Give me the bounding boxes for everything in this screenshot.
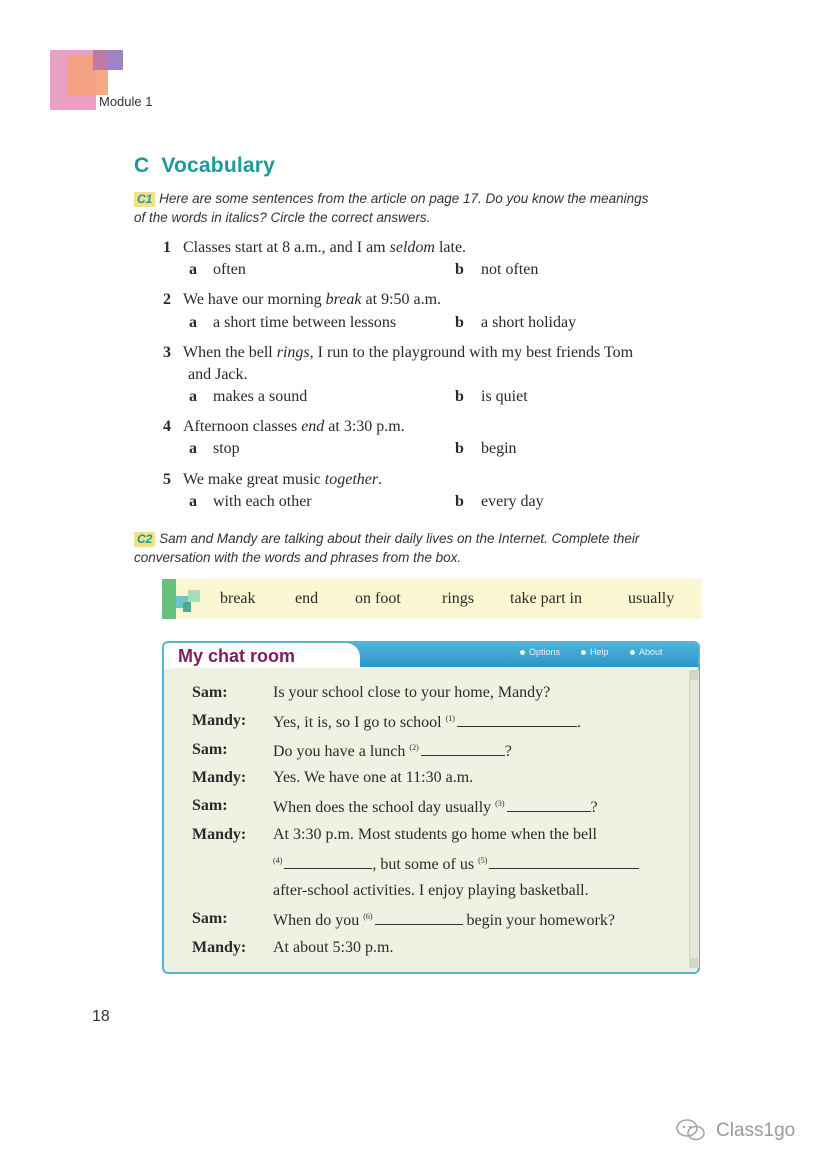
word-box-decoration-icon [162, 579, 176, 619]
option-b-text[interactable]: not often [481, 261, 539, 278]
chat-message-continued: after-school activities. I enjoy playing basketball. [273, 882, 589, 899]
menu-about[interactable]: About [630, 647, 663, 657]
question-text: We make great music together. [183, 471, 383, 488]
option-a-letter[interactable]: a [189, 388, 197, 405]
chat-message: At 3:30 p.m. Most students go home when the bell [273, 826, 597, 843]
italic-word: rings [276, 344, 310, 361]
option-b-text[interactable]: begin [481, 440, 517, 457]
module-logo-square-mauve [93, 50, 107, 70]
answer-blank-4[interactable] [284, 854, 372, 869]
question-number: 3 [163, 344, 171, 361]
answer-blank-5[interactable] [489, 854, 639, 869]
c2-instructions-line2: conversation with the words and phrases from the box. [134, 550, 462, 565]
scroll-up-arrow-icon[interactable] [689, 670, 698, 680]
word-box-item: on foot [355, 590, 401, 607]
chat-speaker: Mandy: [192, 712, 247, 729]
word-box-item: end [295, 590, 319, 607]
chat-speaker: Sam: [192, 797, 228, 814]
option-a-letter[interactable]: a [189, 261, 197, 278]
c2-badge: C2 [134, 532, 155, 547]
option-b-letter[interactable]: b [455, 440, 464, 457]
option-b-letter[interactable]: b [455, 388, 464, 405]
c1-instructions-line1: Here are some sentences from the article on page 17. Do you know the meanings [159, 191, 649, 206]
menu-help[interactable]: Help [581, 647, 609, 657]
blank-number: (5) [478, 856, 488, 865]
chat-message-continued: $^{(4)}$ , but some of us $^{(5)}$ [273, 854, 639, 874]
blank-number: (6) [363, 912, 373, 921]
answer-blank-6[interactable] [375, 910, 463, 925]
italic-word: seldom [389, 239, 435, 256]
word-box-decoration-icon [183, 602, 191, 612]
question-text: Afternoon classes end at 3:30 p.m. [183, 418, 405, 435]
option-a-text[interactable]: makes a sound [213, 388, 308, 405]
option-a-letter[interactable]: a [189, 493, 197, 510]
c1-instructions-line2: of the words in italics? Circle the correct answers. [134, 210, 431, 225]
chat-scrollbar[interactable] [689, 670, 699, 968]
option-a-letter[interactable]: a [189, 314, 197, 331]
chat-speaker: Sam: [192, 910, 228, 927]
chat-message: At about 5:30 p.m. [273, 939, 394, 956]
chat-speaker: Mandy: [192, 826, 247, 843]
option-b-letter[interactable]: b [455, 493, 464, 510]
option-b-text[interactable]: a short holiday [481, 314, 577, 331]
question-text: We have our morning break at 9:50 a.m. [183, 291, 442, 308]
chat-message: Do you have a lunch $^{(2)}$ ? [273, 743, 512, 760]
question-number: 1 [163, 239, 171, 256]
word-box-decoration-icon [188, 590, 200, 602]
chat-speaker: Mandy: [192, 939, 247, 956]
answer-blank-2[interactable] [421, 741, 505, 756]
chat-speaker: Mandy: [192, 769, 247, 786]
word-box-item: usually [628, 590, 675, 607]
blank-number: (4) [273, 856, 283, 865]
watermark-text: Class1go [716, 1120, 796, 1141]
c2-instructions-line1: Sam and Mandy are talking about their daily lives on the Internet. Complete their [159, 531, 640, 546]
chat-speaker: Sam: [192, 684, 228, 701]
section-title [134, 154, 275, 178]
option-b-text[interactable]: every day [481, 493, 544, 510]
chat-speaker: Sam: [192, 741, 228, 758]
option-b-letter[interactable]: b [455, 261, 464, 278]
option-a-text[interactable]: with each other [213, 493, 312, 510]
italic-word: break [325, 291, 362, 308]
option-b-letter[interactable]: b [455, 314, 464, 331]
word-box-item: break [220, 590, 256, 607]
chat-message: When do you $^{(6)}$ begin your homework? [273, 912, 615, 929]
question-text: Classes start at 8 a.m., and I am seldom late. [183, 239, 467, 256]
chat-message: Yes, it is, so I go to school $^{(1)}$ . [273, 714, 581, 731]
italic-word: together [324, 471, 379, 488]
italic-word: end [301, 418, 325, 435]
question-number: 5 [163, 471, 171, 488]
word-box-item: rings [442, 590, 474, 607]
question-text: When the bell rings, I run to the playground with my best friends Tom [183, 344, 634, 361]
scroll-down-arrow-icon[interactable] [689, 958, 698, 968]
menu-options[interactable]: Options [520, 647, 560, 657]
page-number: 18 [92, 1008, 110, 1025]
section-letter: C [134, 154, 150, 177]
word-box-item: take part in [510, 590, 582, 607]
chat-message: Yes. We have one at 11:30 a.m. [273, 769, 474, 786]
chat-title: My chat room [178, 646, 296, 666]
c1-badge: C1 [134, 192, 155, 207]
question-number: 2 [163, 291, 171, 308]
question-text-continued: and Jack. [188, 366, 248, 383]
option-a-text[interactable]: stop [213, 440, 240, 457]
option-b-text[interactable]: is quiet [481, 388, 528, 405]
blank-number: (3) [495, 799, 505, 808]
bullet-icon [630, 650, 635, 655]
question-number: 4 [163, 418, 171, 435]
option-a-text[interactable]: often [213, 261, 246, 278]
c2-instructions [134, 529, 714, 567]
option-a-text[interactable]: a short time between lessons [213, 314, 397, 331]
module-label: Module 1 [99, 94, 153, 109]
option-a-letter[interactable]: a [189, 440, 197, 457]
bullet-icon [581, 650, 586, 655]
answer-blank-1[interactable] [457, 712, 577, 727]
answer-blank-3[interactable] [507, 797, 591, 812]
chat-bubble-icon [676, 1118, 706, 1142]
bullet-icon [520, 650, 525, 655]
blank-number: (2) [409, 743, 419, 752]
blank-number: (1) [445, 714, 455, 723]
c1-instructions [134, 189, 714, 227]
chat-message: When does the school day usually $^{(3)}$ ? [273, 799, 598, 816]
chat-message: Is your school close to your home, Mandy? [273, 684, 551, 701]
section-name: Vocabulary [161, 154, 276, 177]
